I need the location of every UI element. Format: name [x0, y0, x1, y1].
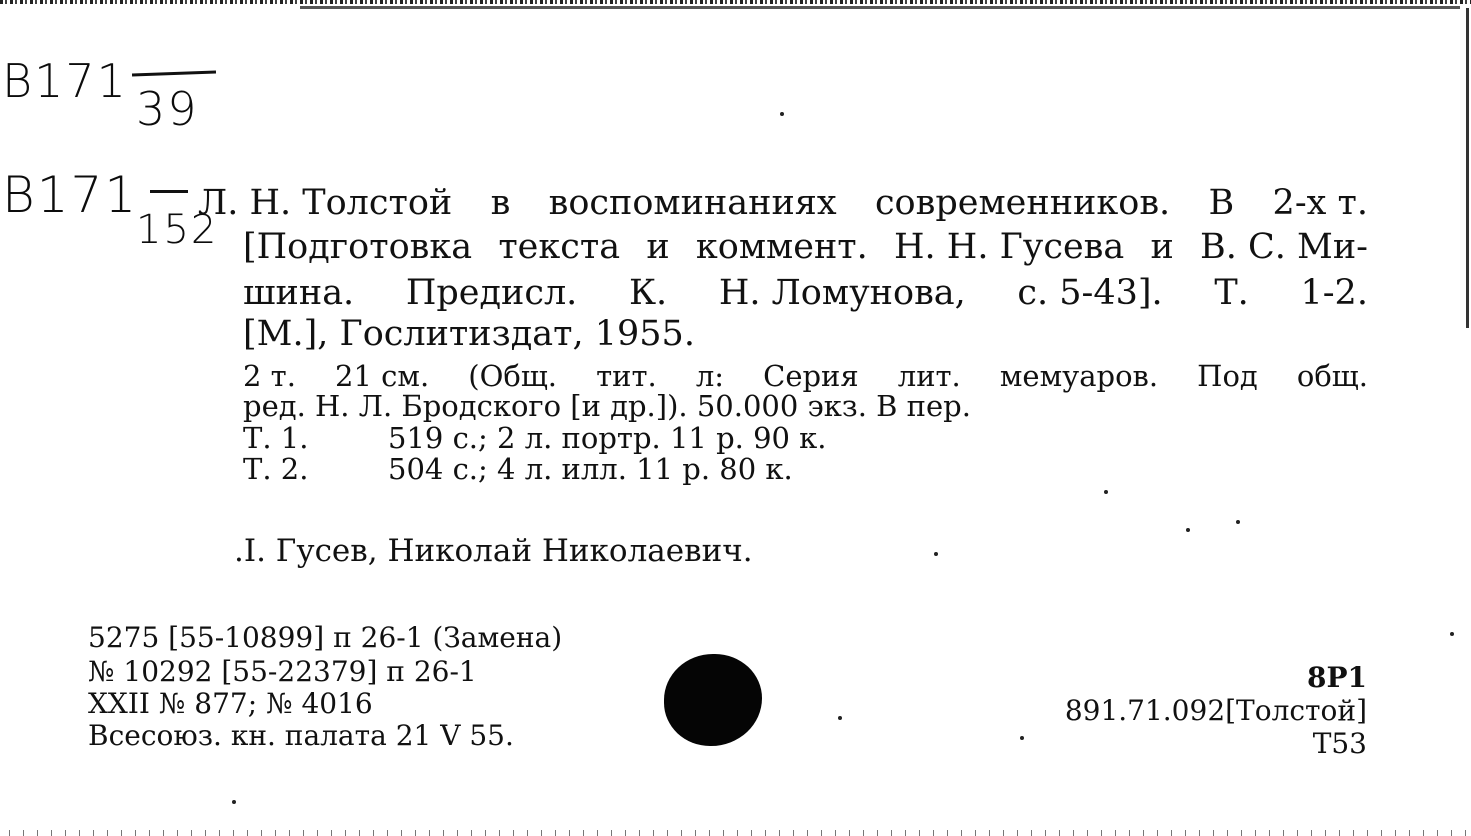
entry-word: Н. Ломунова,	[718, 273, 966, 313]
scan-speck	[934, 552, 938, 556]
desc-word: 2 т.	[243, 359, 296, 393]
scan-speck	[1020, 736, 1024, 740]
entry-imprint: [М.], Гослитиздат, 1955.	[243, 314, 695, 354]
classification-code-1: 8Р1	[1306, 661, 1367, 694]
entry-word: Предисл.	[405, 273, 578, 313]
entry-word: Т.	[1214, 273, 1249, 313]
punched-hole	[664, 654, 762, 746]
scan-speck	[232, 800, 236, 804]
classification-code-2: 891.71.092[Толстой]	[1064, 694, 1367, 727]
volume-2-text: 504 с.; 4 л. илл. 11 р. 80 к.	[388, 452, 793, 486]
entry-title-line	[198, 183, 1368, 223]
entry-word: с. 5-43].	[1017, 273, 1163, 313]
classification-code-3: Т53	[1312, 727, 1367, 760]
scan-speck	[1186, 528, 1190, 532]
desc-word: общ.	[1296, 359, 1368, 393]
entry-word: воспоминаниях	[548, 183, 837, 223]
entry-word: и	[1150, 227, 1174, 267]
entry-word: В. С. Ми-	[1200, 227, 1368, 267]
entry-word: 1-2.	[1300, 273, 1368, 313]
desc-word: лит.	[897, 359, 961, 393]
desc-word: Под	[1197, 359, 1258, 393]
entry-word: Л. Н. Толстой	[198, 183, 453, 223]
handwritten-shelf-mark-1: B171	[2, 54, 128, 108]
volume-2-label: Т. 2.	[243, 452, 309, 486]
handwritten-number-1: 39	[136, 82, 199, 136]
scan-speck	[1104, 490, 1108, 494]
entry-word: Н. Н. Гусева	[894, 227, 1125, 267]
card-right-edge	[1466, 8, 1469, 328]
entry-line-3	[243, 273, 1368, 313]
volume-1-label: Т. 1.	[243, 421, 309, 455]
entry-word: текста	[498, 227, 621, 267]
footer-line-3: XXII № 877; № 4016	[88, 687, 373, 720]
scan-speck	[1236, 520, 1240, 524]
card-top-edge	[0, 0, 1471, 4]
entry-word: 2-х т.	[1272, 183, 1368, 223]
entry-series-note: ред. Н. Л. Бродского [и др.]). 50.000 экз. В пер.	[243, 389, 971, 423]
handwritten-fraction-bar-1	[132, 71, 216, 77]
entry-word: в	[490, 183, 511, 223]
handwritten-number-2: 152	[136, 207, 219, 253]
volume-1-line	[243, 421, 827, 455]
desc-word: л:	[695, 359, 725, 393]
volume-2-line	[243, 452, 793, 486]
entry-word: В	[1208, 183, 1235, 223]
scan-speck	[780, 112, 784, 116]
footer-line-1: 5275 [55-10899] п 26-1 (Замена)	[88, 621, 563, 654]
card-bottom-edge	[0, 830, 1471, 836]
card-top-line	[300, 6, 1460, 9]
entry-line-2	[243, 227, 1368, 267]
handwritten-fraction-bar-2	[150, 190, 188, 193]
scan-speck	[838, 716, 842, 720]
scan-speck	[1450, 632, 1454, 636]
entry-physical-description	[243, 359, 1368, 393]
volume-1-text: 519 с.; 2 л. портр. 11 р. 90 к.	[388, 421, 827, 455]
subject-entry: .I. Гусев, Николай Николаевич.	[234, 533, 753, 569]
entry-word: коммент.	[695, 227, 868, 267]
footer-line-2: № 10292 [55-22379] п 26-1	[88, 655, 477, 688]
entry-word: К.	[628, 273, 668, 313]
desc-word: мемуаров.	[999, 359, 1159, 393]
desc-word: 21 см.	[335, 359, 430, 393]
entry-word: и	[646, 227, 670, 267]
desc-word: (Общ.	[468, 359, 557, 393]
entry-word: современников.	[874, 183, 1171, 223]
entry-word: шина.	[243, 273, 355, 313]
handwritten-shelf-mark-2: B171	[2, 166, 139, 224]
desc-word: Серия	[763, 359, 859, 393]
entry-word: [Подготовка	[243, 227, 473, 267]
desc-word: тит.	[596, 359, 657, 393]
footer-line-4: Всесоюз. кн. палата 21 V 55.	[88, 719, 514, 752]
